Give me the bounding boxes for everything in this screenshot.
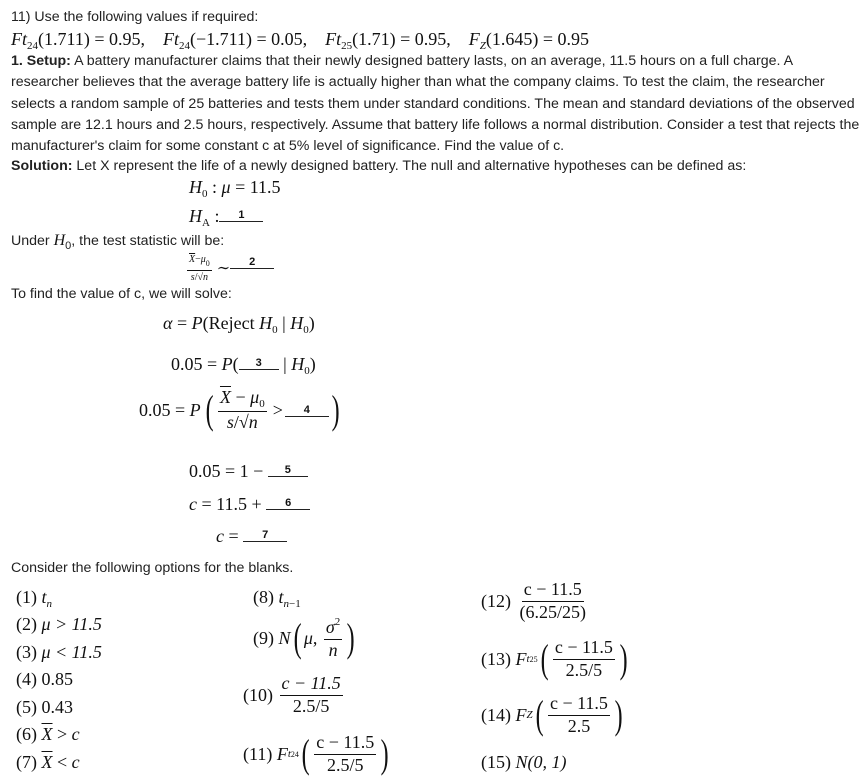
to-find-line: To find the value of c, we will solve: (11, 286, 232, 302)
blank-4[interactable]: 4 (285, 404, 329, 417)
alpha-equation: α = P(Reject $H_0$ | $H_0$) (163, 313, 315, 336)
under-h0-line: Under $H_0$, the test statistic will be: (11, 232, 225, 252)
blank-2[interactable]: 2 (230, 256, 274, 269)
solution-text: Let X represent the life of a newly designed battery. The null and alternative hypotheses can be defined as: (76, 158, 747, 174)
option-9: (9) N ( μ , $\frac{\sigma^2}{n}$ ) (253, 615, 355, 661)
eq-six: c = 11.5 + 6 (189, 494, 310, 515)
eq-five: 0.05 = 1 − 5 (189, 461, 308, 482)
option-8: (8) $t_{n-1}$ (253, 587, 301, 610)
blank-3[interactable]: 3 (239, 357, 279, 370)
option-4: (4) 0.85 (16, 669, 73, 689)
blank-6[interactable]: 6 (266, 497, 310, 510)
option-3: (3) μ < 11.5 (16, 642, 102, 662)
blank-5[interactable]: 5 (268, 464, 308, 477)
setup-label: 1. Setup: (11, 53, 71, 69)
given-values: $Ft_{24}(1.711) = 0.95$, $Ft_{24}(-1.711) = 0.05$, $Ft_{25}(1.71) = 0.95$, $F_Z(1.645) = 0.95$ (11, 29, 590, 52)
setup-paragraph (11, 51, 861, 157)
solution-label: Solution: (11, 158, 73, 174)
blank-7[interactable]: 7 (243, 529, 287, 542)
option-13: (13) F t 25 ( $\frac{c - 11.5}{2.5/5}$ ) (481, 636, 628, 682)
test-statistic: $\frac{\overline{X}-\mu_0}{s/√n}$ ∼ 2 (185, 254, 274, 283)
option-11: (11) F t 24 ( $\frac{c - 11.5}{2.5/5}$ ) (243, 731, 389, 777)
question-intro: 11) Use the following values if required: (11, 9, 259, 25)
option-6: (6) $\overline{X} > c$ (16, 724, 80, 744)
blank-1[interactable]: 1 (219, 209, 263, 222)
alt-hypothesis: $H_A$ : 1 (189, 206, 263, 229)
prob-equation-1: 0.05 = P( 3 | $H_0$) (171, 354, 316, 377)
option-7: (7) $\overline{X} < c$ (16, 752, 80, 772)
option-12: (12) $\frac{c - 11.5}{(6.25/25)}$ (481, 579, 586, 622)
option-15: (15) N(0, 1) (481, 752, 567, 772)
option-2: (2) μ > 11.5 (16, 614, 102, 634)
options-intro: Consider the following options for the blanks. (11, 560, 294, 576)
option-1: (1) $t_n$ (16, 587, 53, 610)
eq-seven: c = 7 (216, 526, 287, 547)
setup-text: A battery manufacturer claims that their newly designed battery lasts, on an average, 11.5 hours on a full charge. A researcher believes that the average battery life is actually higher than what the company claims. To test the claim, the researcher selects a random sample of 25 batteries and tests them under standard conditions. The mean and standard deviations of the observed sample are 12.1 hours and 2.5 hours, respectively. Assume that battery life follows a normal distribution. Consider a test that rejects the manufacturer's claim for some constant c at 5% level of significance. Find the value of c. (11, 53, 860, 155)
option-5: (5) 0.43 (16, 697, 73, 717)
null-hypothesis: $H_0$ : μ = 11.5 (189, 177, 281, 200)
option-14: (14) F Z ( $\frac{c - 11.5}{2.5}$ ) (481, 692, 623, 738)
option-10: (10) $\frac{c - 11.5}{2.5/5}$ (243, 673, 341, 716)
solution-line (11, 156, 861, 177)
prob-equation-2: 0.05 = P ( $\frac{\overline{X} - \mu_0}{s/√n}$ > 4 ) (139, 386, 340, 432)
